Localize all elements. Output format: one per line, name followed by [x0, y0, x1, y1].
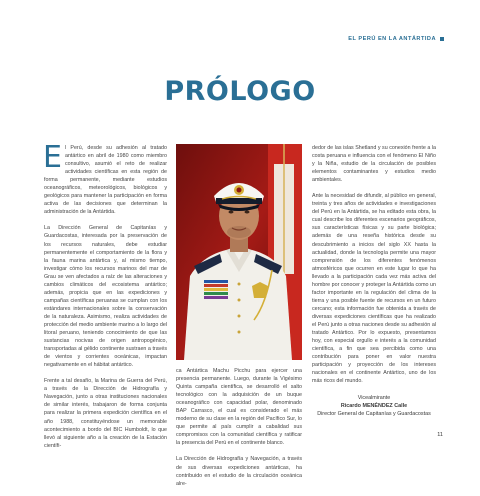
section-header: [348, 36, 444, 42]
header-square-marker: [440, 37, 444, 41]
page-number: 11: [437, 432, 443, 438]
text-column-3: [312, 144, 436, 393]
section-header-text: EL PERÚ EN LA ANTÁRTIDA: [348, 36, 436, 42]
drop-cap: E: [43, 140, 62, 175]
text-column-2: [176, 367, 302, 496]
page-title: PRÓLOGO: [164, 76, 316, 107]
admiral-portrait-photo: [176, 144, 302, 360]
paragraph: dedor de las islas Shetland y su conexión frente a la costa peruana e influencia con el fenómeno El Niño y la Niña, estudio de la circulación de posibles elementos contaminantes y estudios medio ambientales.: [312, 145, 436, 184]
signature-position: Director General de Capitanías y Guardacostas: [317, 411, 431, 417]
paragraph: ca Antártica Machu Picchu para ejercer una presencia permanente. Luego, durante la Vigésimo Quinta campaña científica, se desarrolló el salto tecnológico con la adquisición de un buque oceanográfico con capacidad polar, denominado BAP Carrasco, el cual es considerado el más moderno de su clase en la región del Pacífico Sur, lo que permite al país cumplir a cabalidad sus compromisos con la comunidad científica y ratificar la presencia del Perú en el continente blanco.: [176, 368, 302, 447]
paragraph: La Dirección de Hidrografía y Navegación, a través de sus diversas expediciones antárticas, ha contribuido en el estudio de la circulación oceánica alre-: [176, 456, 302, 487]
signature-block: [312, 394, 436, 418]
paragraph: La Dirección General de Capitanías y Guardacostas, interesada por la preservación de los recursos naturales, debe estudiar permanentemente el comportamiento de la flora y la fauna marina antártica y, al mismo tiempo, investigar cómo los recursos marinos del mar de Grau se ven afectados a raíz de las alteraciones y cambios climáticos del ecosistema antártico; además, propicia que en las expediciones y campañas científicas peruanas se cumplan con los estándares internacionales sobre la conservación de la naturaleza. Asimismo, realiza actividades de protección del medio ambiente marino a lo largo del litoral peruano, teniendo conocimiento de que las sustancias nocivas de origen antropogénico, transportadas al gélido continente sustraen a través de vientos y corrientes oceánicas, impactan negativamente en el hábitat antártico.: [44, 225, 167, 369]
paragraph: Ante la necesidad de difundir, al público en general, treinta y tres años de actividades e investigaciones del Perú en la Antártida, se ha editado esta obra, la cual describe los diferentes escenarios geográficos, sus características físicas y su parte biológica; además de una reseña histórica desde su descubrimiento a inicios del siglo XX hasta la actualidad, donde la tecnología permite una mayor comprensión de los diferentes fenómenos atmosféricos que ocurren en este lugar lo que ha llevado a la participación cada vez más activa del hombre por conocer y proteger la Antártida como un factor importante en la regulación del clima de la tierra y una posible fuente de recursos en un futuro cercano; esta información fue obtenida a través de diversas expediciones científicas que ha realizado el Perú junto a otras naciones desde su adhesión al tratado Antártico. Por lo expuesto, presentamos hoy, con especial orgullo e interés a la comunidad científica, a fin que sea percibida como una contribución para poner en valor nuestra participación y proyección de los intereses nacionales en el continente Antártico, uno de los más ricos del mundo.: [312, 193, 436, 385]
signature-name: Ricardo MENÉNDEZ Calle: [340, 403, 408, 409]
paragraph: [43, 140, 167, 216]
signature-rank: Vicealmirante: [357, 395, 391, 401]
text-column-1: [43, 140, 167, 458]
paragraph: Frente a tal desafío, la Marina de Guerra del Perú, a través de la Dirección de Hidrografía y Navegación, junto a otras instituciones nacionales de similar interés, trabajaron de forma conjunta para realizar la primera expedición científica en el año 1988, constituyéndose un memorable acontecimiento a bordo del BIC Humboldt, lo que llevó al siguiente año a la creación de la Estación científi-: [44, 378, 167, 449]
paragraph-text: l Perú, desde su adhesión al tratado antártico en abril de 1980 como miembro consultivo, asumió el reto de realizar actividades científicas en esta región de forma permanente, mediante estudios oceanográficos, meteorológicos, biológicos y geológicos para mantener la participación en forma activa de las decisiones que determinan la administración de la Antártida.: [44, 145, 167, 216]
portrait-illustration: [176, 144, 302, 360]
